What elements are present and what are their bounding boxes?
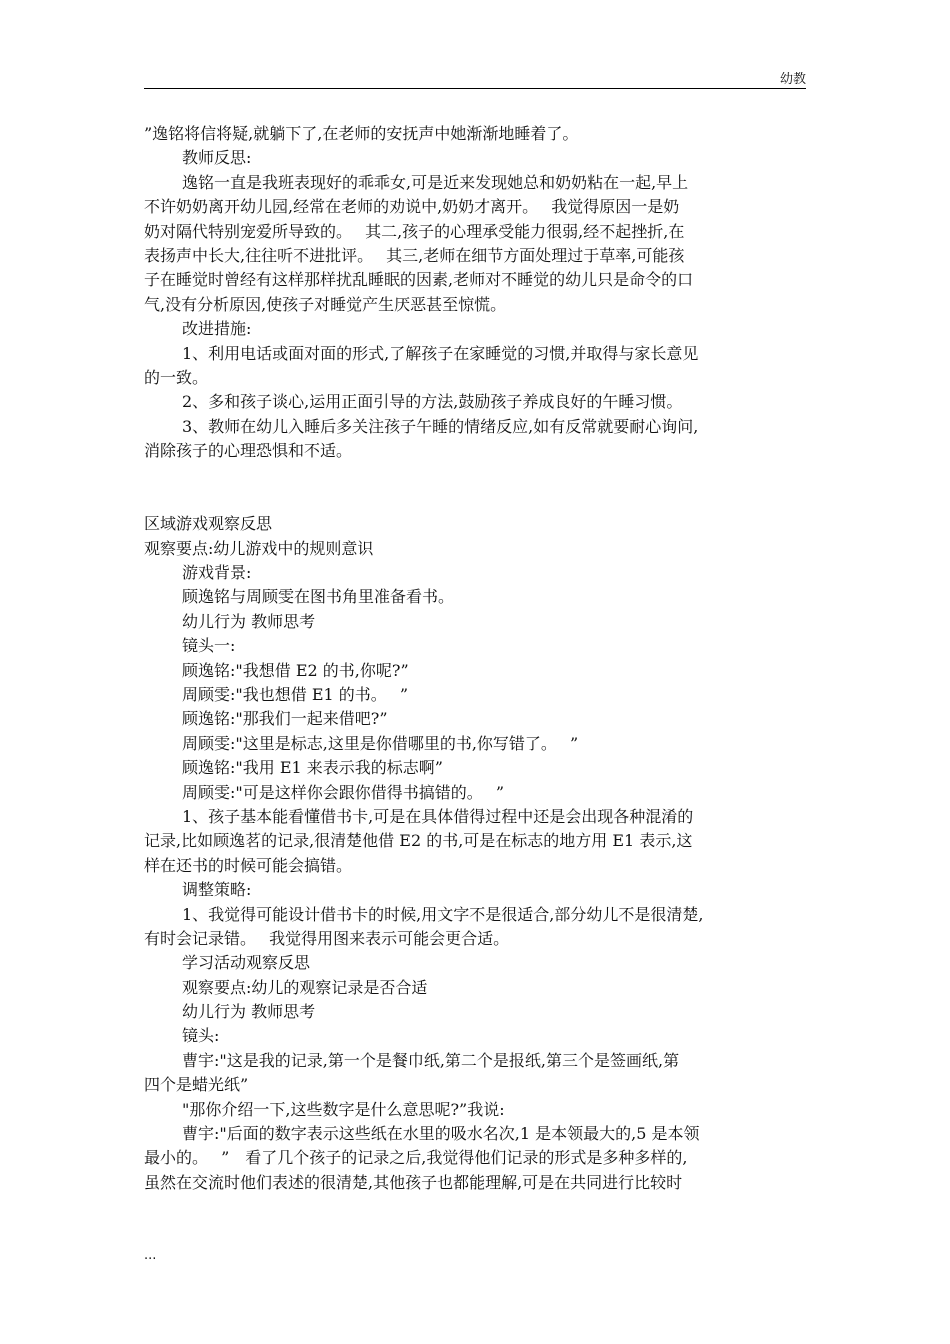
page-footer: ... xyxy=(144,1248,157,1263)
list-item: 1、利用电话或面对面的形式,了解孩子在家睡觉的习惯,并取得与家长意见 xyxy=(182,343,699,363)
dialog-line: 周顾雯:"可是这样你会跟你借得书搞错的。 ” xyxy=(182,782,505,802)
paragraph-line: 不许奶奶离开幼儿园,经常在老师的劝说中,奶奶才离开。 我觉得原因一是奶 xyxy=(144,197,680,217)
dialog-line: "那你介绍一下,这些数字是什么意思呢?”我说: xyxy=(182,1099,505,1119)
list-item-continued: 的一致。 xyxy=(144,367,209,387)
paragraph-line: 记录,比如顾逸茗的记录,很清楚他借 E2 的书,可是在标志的地方用 E1 表示,这 xyxy=(144,831,693,851)
paragraph-line: 子在睡觉时曾经有这样那样扰乱睡眠的因素,老师对不睡觉的幼儿只是命令的口 xyxy=(144,270,694,290)
dialog-line-continued: 四个是蜡光纸” xyxy=(144,1075,249,1095)
blank-gap xyxy=(144,463,808,512)
paragraph-line: 最小的。 ” 看了几个孩子的记录之后,我觉得他们记录的形式是多种多样的, xyxy=(144,1148,688,1168)
page-header xyxy=(144,66,806,89)
header-label: 幼教 xyxy=(779,72,806,87)
dialog-line: 顾逸铭:"那我们一起来借吧?” xyxy=(182,709,388,729)
section-heading: 改进措施: xyxy=(182,319,252,339)
document-body xyxy=(144,122,808,1195)
list-item-continued: 消除孩子的心理恐惧和不适。 xyxy=(144,441,353,461)
section-heading: 调整策略: xyxy=(182,880,252,900)
observation-focus: 观察要点:幼儿的观察记录是否合适 xyxy=(182,977,428,997)
column-headings: 幼儿行为 教师思考 xyxy=(182,1002,316,1022)
section-title: 区域游戏观察反思 xyxy=(144,514,273,534)
column-headings: 幼儿行为 教师思考 xyxy=(182,611,316,631)
paragraph-line: 气,没有分析原因,使孩子对睡觉产生厌恶甚至惊慌。 xyxy=(144,294,507,314)
paragraph-line: 顾逸铭与周顾雯在图书角里准备看书。 xyxy=(182,587,455,607)
dialog-line: 曹宇:"这是我的记录,第一个是餐巾纸,第二个是报纸,第三个是签画纸,第 xyxy=(182,1050,680,1070)
dialog-line: 顾逸铭:"我用 E1 来表示我的标志啊” xyxy=(182,758,443,778)
dialog-line: 曹宇:"后面的数字表示这些纸在水里的吸水名次,1 是本领最大的,5 是本领 xyxy=(182,1124,700,1144)
paragraph-line: 1、孩子基本能看懂借书卡,可是在具体借得过程中还是会出现各种混淆的 xyxy=(182,806,694,826)
section-title: 学习活动观察反思 xyxy=(182,953,311,973)
section-heading: 游戏背景: xyxy=(182,563,252,583)
dialog-line: 顾逸铭:"我想借 E2 的书,你呢?” xyxy=(182,660,409,680)
paragraph-line: 逸铭一直是我班表现好的乖乖女,可是近来发现她总和奶奶粘在一起,早上 xyxy=(182,172,689,192)
paragraph-line: 有时会记录错。 我觉得用图来表示可能会更合适。 xyxy=(144,928,510,948)
observation-focus: 观察要点:幼儿游戏中的规则意识 xyxy=(144,538,374,558)
list-item: 3、教师在幼儿入睡后多关注孩子午睡的情绪反应,如有反常就要耐心询问, xyxy=(182,416,699,436)
paragraph-line: 虽然在交流时他们表述的很清楚,其他孩子也都能理解,可是在共同进行比较时 xyxy=(144,1172,683,1192)
shot-heading: 镜头一: xyxy=(182,636,236,656)
paragraph-line: 1、我觉得可能设计借书卡的时候,用文字不是很适合,部分幼儿不是很清楚, xyxy=(182,904,704,924)
shot-heading: 镜头: xyxy=(182,1026,220,1046)
paragraph-line: 样在还书的时候可能会搞错。 xyxy=(144,855,353,875)
paragraph-line: ”逸铭将信将疑,就躺下了,在老师的安抚声中她渐渐地睡着了。 xyxy=(144,124,579,143)
list-item: 2、多和孩子谈心,运用正面引导的方法,鼓励孩子养成良好的午睡习惯。 xyxy=(182,392,683,412)
dialog-line: 周顾雯:"我也想借 E1 的书。 ” xyxy=(182,685,409,704)
paragraph-line: 表扬声中长大,往往听不进批评。 其三,老师在细节方面处理过于草率,可能孩 xyxy=(144,245,685,265)
paragraph-line: 奶对隔代特别宠爱所导致的。 其二,孩子的心理承受能力很弱,经不起挫折,在 xyxy=(144,221,685,241)
dialog-line: 周顾雯:"这里是标志,这里是你借哪里的书,你写错了。 ” xyxy=(182,733,579,753)
section-heading: 教师反思: xyxy=(182,148,252,168)
